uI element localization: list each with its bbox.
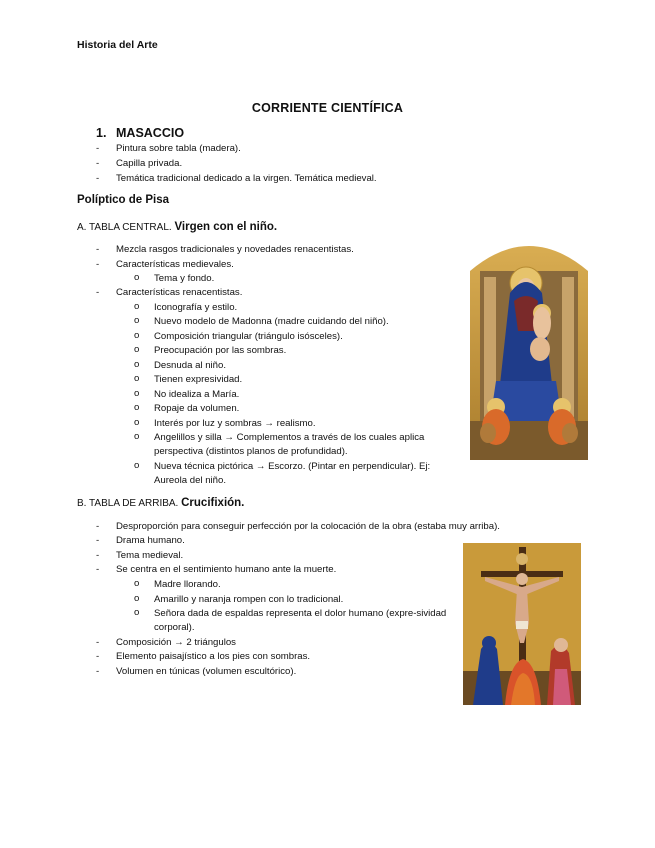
list-item: Elemento paisajístico a los pies con sombras. xyxy=(116,651,311,662)
list-item: Tienen expresividad. xyxy=(154,374,243,385)
section-title: MASACCIO xyxy=(116,126,185,140)
crucifixion-painting xyxy=(463,543,581,705)
list-item: Mezcla rasgos tradicionales y novedades renacentistas. xyxy=(116,244,354,255)
bullet-marker: o xyxy=(134,315,140,326)
list-item: Capilla privada. xyxy=(116,158,183,169)
bullet-marker: o xyxy=(134,344,140,355)
page-title: CORRIENTE CIENTÍFICA xyxy=(251,101,404,115)
tabla-arriba-name: Crucifixión. xyxy=(181,497,245,509)
list-item: Características renacentistas. xyxy=(116,287,243,298)
list-item: Se centra en el sentimiento humano ante la muerte. xyxy=(116,564,337,575)
dash-marker: - xyxy=(96,259,100,270)
dash-marker: - xyxy=(96,287,100,298)
tabla-arriba-prefix: B. TABLA DE ARRIBA. xyxy=(77,498,179,509)
bullet-marker: o xyxy=(134,593,140,604)
dash-marker: - xyxy=(96,637,100,648)
bullet-marker: o xyxy=(134,359,140,370)
dash-marker: - xyxy=(96,143,100,154)
dash-marker: - xyxy=(96,564,100,575)
bullet-marker: o xyxy=(134,388,140,399)
bullet-marker: o xyxy=(134,301,140,312)
list-item: No idealiza a María. xyxy=(154,389,240,400)
bullet-marker: o xyxy=(134,431,140,442)
list-item: Desnuda al niño. xyxy=(154,360,227,371)
list-item: Interés por luz y sombras → realismo. xyxy=(154,418,316,429)
list-item: Amarillo y naranja rompen con lo tradicional. xyxy=(154,594,344,605)
list-item: Temática tradicional dedicado a la virgen. Temática medieval. xyxy=(116,173,377,184)
dash-marker: - xyxy=(96,244,100,255)
dash-marker: - xyxy=(96,651,100,662)
list-item: Composición → 2 triángulos xyxy=(116,637,236,648)
bullet-marker: o xyxy=(134,330,140,341)
list-item: Drama humano. xyxy=(116,535,185,546)
list-item: Señora dada de espaldas representa el dolor humano (expre-sividad corporal). xyxy=(154,608,447,633)
tabla-central-prefix: A. TABLA CENTRAL. xyxy=(77,222,172,233)
list-item: Preocupación por las sombras. xyxy=(154,345,287,356)
section-heading-masaccio xyxy=(96,126,184,140)
list-item: Nueva técnica pictórica → Escorzo. (Pintar en perpendicular). Ej: Aureola del niño. xyxy=(154,461,431,486)
list-item: Tema medieval. xyxy=(116,550,184,561)
bullet-marker: o xyxy=(134,578,140,589)
dash-marker: - xyxy=(96,173,100,184)
tabla-arriba-heading xyxy=(77,497,244,509)
dash-marker: - xyxy=(96,535,100,546)
list-item: Volumen en túnicas (volumen escultórico). xyxy=(116,666,297,677)
bullet-marker: o xyxy=(134,417,140,428)
running-header: Historia del Arte xyxy=(77,39,158,51)
section-number: 1. xyxy=(96,126,107,140)
bullet-marker: o xyxy=(134,402,140,413)
list-item: Desproporción para conseguir perfección por la colocación de la obra (estaba muy arriba). xyxy=(116,521,500,532)
tabla-central-heading xyxy=(77,221,277,233)
list-item: Nuevo modelo de Madonna (madre cuidando del niño). xyxy=(154,316,389,327)
list-item: Características medievales. xyxy=(116,259,234,270)
list-item: Pintura sobre tabla (madera). xyxy=(116,143,241,154)
bullet-marker: o xyxy=(134,607,140,618)
dash-marker: - xyxy=(96,158,100,169)
dash-marker: - xyxy=(96,666,100,677)
list-item: Composición triangular (triángulo isósceles). xyxy=(154,331,343,342)
bullet-marker: o xyxy=(134,460,140,471)
virgen-con-el-nino-painting xyxy=(470,231,588,460)
dash-marker: - xyxy=(96,550,100,561)
subheading-poliptico: Políptico de Pisa xyxy=(77,194,170,206)
bullet-marker: o xyxy=(134,272,140,283)
list-item: Madre llorando. xyxy=(154,579,221,590)
list-item: Ropaje da volumen. xyxy=(154,403,240,414)
tabla-central-name: Virgen con el niño. xyxy=(174,221,278,233)
list-item: Angelillos y silla → Complementos a través de los cuales aplica perspectiva (distintos planos de profundidad). xyxy=(154,432,425,457)
list-item: Tema y fondo. xyxy=(154,273,215,284)
list-item: Iconografía y estilo. xyxy=(154,302,238,313)
bullet-marker: o xyxy=(134,373,140,384)
dash-marker: - xyxy=(96,521,100,532)
